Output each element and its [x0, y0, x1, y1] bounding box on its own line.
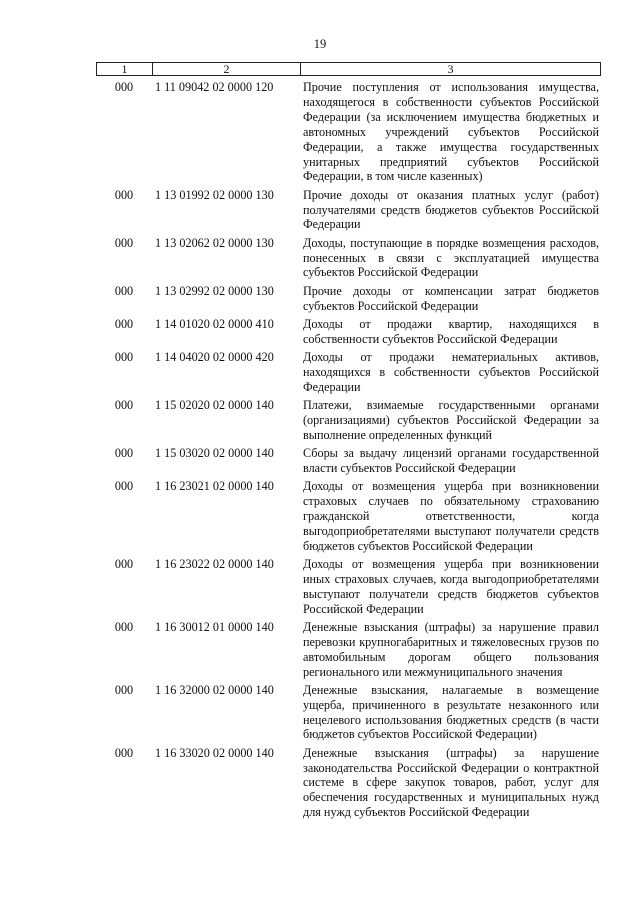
income-description: Доходы от продажи квартир, находящихся в собственности субъектов Российской Федерации [303, 316, 599, 346]
admin-code: 000 [114, 445, 134, 460]
budget-classification-code: 1 14 01020 02 0000 410 [155, 316, 274, 331]
admin-code: 000 [114, 283, 134, 298]
budget-classification-code: 1 13 01992 02 0000 130 [155, 187, 274, 202]
income-description: Доходы от возмещения ущерба при возникновении страховых случаев по обязательному страхованию гражданской ответственности, когда выгодоприобретателями выступают получатели средств бюджетов субъектов Российской Федерации [303, 479, 599, 553]
admin-code: 000 [114, 235, 134, 250]
table-row [96, 80, 601, 184]
budget-classification-code: 1 13 02992 02 0000 130 [155, 283, 274, 298]
admin-code: 000 [114, 619, 134, 634]
income-description: Прочие поступления от использования имущества, находящегося в собственности субъектов Российской Федерации (за исключением имущества бюджетных и автономных учреждений субъектов Российской Федерации, а также имущества государственных унитарных предприятий субъектов Российской Федерации, в том числе казенных) [303, 80, 599, 184]
income-description: Денежные взыскания (штрафы) за нарушение законодательства Российской Федерации о контрактной системе в сфере закупок товаров, работ, услуг для обеспечения государственных и муниципальных нужд для нужд субъектов Российской Федерации [303, 745, 599, 820]
budget-classification-code: 1 13 02062 02 0000 130 [155, 235, 274, 250]
admin-code: 000 [114, 80, 134, 94]
income-codes-table [96, 80, 601, 823]
table-row [96, 620, 601, 680]
admin-code: 000 [114, 745, 134, 760]
income-description: Прочие доходы от компенсации затрат бюджетов субъектов Российской Федерации [303, 283, 599, 313]
budget-classification-code: 1 11 09042 02 0000 120 [155, 80, 274, 94]
income-description: Доходы от продажи нематериальных активов, находящихся в собственности субъектов Российской Федерации [303, 349, 599, 394]
budget-classification-code: 1 16 23021 02 0000 140 [155, 479, 274, 494]
column-header-3: 3 [301, 63, 601, 76]
table-row [96, 557, 601, 617]
budget-classification-code: 1 16 23022 02 0000 140 [155, 556, 274, 571]
admin-code: 000 [114, 349, 134, 364]
table-row [96, 398, 601, 443]
budget-classification-code: 1 16 30012 01 0000 140 [155, 619, 274, 634]
admin-code: 000 [114, 316, 134, 331]
budget-classification-code: 1 16 32000 02 0000 140 [155, 682, 274, 697]
income-description: Сборы за выдачу лицензий органами государственной власти субъектов Российской Федерации [303, 445, 599, 475]
income-description: Денежные взыскания (штрафы) за нарушение правил перевозки крупногабаритных и тяжеловесных грузов по автомобильным дорогам общего пользования регионального или межмуниципального значения [303, 619, 599, 679]
table-row [96, 188, 601, 233]
table-row [96, 236, 601, 281]
budget-classification-code: 1 15 02020 02 0000 140 [155, 397, 274, 412]
column-header-2: 2 [153, 63, 301, 76]
table-row [96, 746, 601, 821]
table-row [96, 446, 601, 476]
admin-code: 000 [114, 397, 134, 412]
income-description: Денежные взыскания, налагаемые в возмещение ущерба, причиненного в результате незаконного или нецелевого использования бюджетных средств (в части бюджетов субъектов Российской Федерации) [303, 682, 599, 742]
table-row [96, 284, 601, 314]
page-number: 19 [313, 37, 327, 51]
column-header-1: 1 [97, 63, 153, 76]
income-description: Доходы, поступающие в порядке возмещения расходов, понесенных в связи с эксплуатацией имущества субъектов Российской Федерации [303, 235, 599, 280]
budget-classification-code: 1 14 04020 02 0000 420 [155, 349, 274, 364]
income-description: Платежи, взимаемые государственными органами (организациями) субъектов Российской Федерации за выполнение определенных функций [303, 397, 599, 442]
column-header-row [96, 62, 601, 76]
admin-code: 000 [114, 187, 134, 202]
table-row [96, 479, 601, 554]
admin-code: 000 [114, 479, 134, 494]
admin-code: 000 [114, 556, 134, 571]
income-description: Доходы от возмещения ущерба при возникновении иных страховых случаев, когда выгодоприобретателями выступают получатели средств бюджетов субъектов Российской Федерации [303, 556, 599, 616]
budget-classification-code: 1 15 03020 02 0000 140 [155, 445, 274, 460]
table-row [96, 350, 601, 395]
table-row [96, 683, 601, 743]
admin-code: 000 [114, 682, 134, 697]
income-description: Прочие доходы от оказания платных услуг (работ) получателями средств бюджетов субъектов Российской Федерации [303, 187, 599, 232]
table-row [96, 317, 601, 347]
budget-classification-code: 1 16 33020 02 0000 140 [155, 745, 274, 760]
